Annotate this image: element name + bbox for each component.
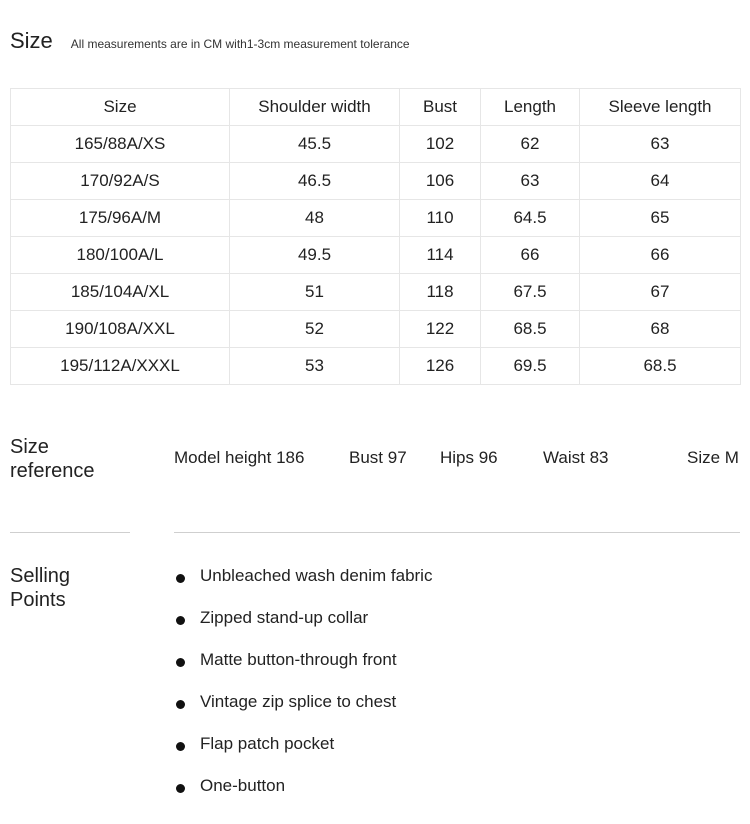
cell-size: 170/92A/S bbox=[11, 163, 230, 200]
cell-shoulder-width: 45.5 bbox=[230, 126, 400, 163]
selling-point-text: Flap patch pocket bbox=[200, 734, 335, 753]
table-row bbox=[11, 274, 741, 311]
selling-points-label-line2: Points bbox=[10, 589, 66, 611]
column-header-bust: Bust bbox=[400, 89, 481, 126]
cell-sleeve-length: 66 bbox=[580, 237, 741, 274]
cell-sleeve-length: 63 bbox=[580, 126, 741, 163]
cell-shoulder-width: 46.5 bbox=[230, 163, 400, 200]
cell-bust: 122 bbox=[400, 311, 481, 348]
cell-length: 63 bbox=[481, 163, 580, 200]
selling-points-label-line1: Selling bbox=[10, 565, 71, 587]
size-reference-label-line1: Size bbox=[10, 436, 49, 458]
table-row bbox=[11, 163, 741, 200]
cell-size: 195/112A/XXXL bbox=[11, 348, 230, 385]
bullet-icon bbox=[176, 784, 185, 793]
selling-points-list bbox=[174, 566, 432, 818]
selling-point-text: Unbleached wash denim fabric bbox=[200, 566, 433, 585]
selling-point-text: Zipped stand-up collar bbox=[200, 608, 369, 627]
section-divider-left bbox=[10, 532, 130, 533]
bullet-icon bbox=[176, 700, 185, 709]
cell-sleeve-length: 64 bbox=[580, 163, 741, 200]
table-row bbox=[11, 126, 741, 163]
cell-sleeve-length: 65 bbox=[580, 200, 741, 237]
cell-length: 68.5 bbox=[481, 311, 580, 348]
selling-points-label bbox=[10, 564, 70, 612]
list-item bbox=[174, 734, 432, 776]
list-item bbox=[174, 608, 432, 650]
cell-shoulder-width: 51 bbox=[230, 274, 400, 311]
cell-length: 64.5 bbox=[481, 200, 580, 237]
cell-length: 66 bbox=[481, 237, 580, 274]
cell-size: 185/104A/XL bbox=[11, 274, 230, 311]
bullet-icon bbox=[176, 658, 185, 667]
size-reference-label-line2: reference bbox=[10, 460, 95, 482]
bullet-icon bbox=[176, 574, 185, 583]
cell-size: 190/108A/XXL bbox=[11, 311, 230, 348]
cell-bust: 110 bbox=[400, 200, 481, 237]
section-divider-right bbox=[174, 532, 740, 533]
table-row bbox=[11, 348, 741, 385]
list-item bbox=[174, 650, 432, 692]
cell-bust: 114 bbox=[400, 237, 481, 274]
cell-length: 62 bbox=[481, 126, 580, 163]
table-row bbox=[11, 311, 741, 348]
cell-shoulder-width: 53 bbox=[230, 348, 400, 385]
size-header bbox=[10, 28, 410, 54]
list-item bbox=[174, 776, 432, 818]
table-header-row bbox=[11, 89, 741, 126]
cell-bust: 126 bbox=[400, 348, 481, 385]
list-item bbox=[174, 692, 432, 734]
cell-sleeve-length: 68 bbox=[580, 311, 741, 348]
column-header-sleeve-length: Sleeve length bbox=[580, 89, 741, 126]
table-row bbox=[11, 200, 741, 237]
list-item bbox=[174, 566, 432, 608]
cell-size: 180/100A/L bbox=[11, 237, 230, 274]
size-table bbox=[10, 88, 741, 385]
size-reference-label bbox=[10, 435, 95, 483]
page-title: Size bbox=[10, 28, 53, 53]
selling-point-text: One-button bbox=[200, 776, 286, 795]
cell-shoulder-width: 49.5 bbox=[230, 237, 400, 274]
cell-shoulder-width: 52 bbox=[230, 311, 400, 348]
model-size: Size M bbox=[687, 448, 739, 467]
bullet-icon bbox=[176, 616, 185, 625]
cell-size: 175/96A/M bbox=[11, 200, 230, 237]
table-row bbox=[11, 237, 741, 274]
model-waist: Waist 83 bbox=[543, 448, 609, 467]
cell-size: 165/88A/XS bbox=[11, 126, 230, 163]
bullet-icon bbox=[176, 742, 185, 751]
cell-bust: 102 bbox=[400, 126, 481, 163]
selling-point-text: Matte button-through front bbox=[200, 650, 397, 669]
cell-length: 69.5 bbox=[481, 348, 580, 385]
measurement-note: All measurements are in CM with1-3cm measurement tolerance bbox=[70, 37, 410, 51]
cell-length: 67.5 bbox=[481, 274, 580, 311]
cell-bust: 118 bbox=[400, 274, 481, 311]
selling-point-text: Vintage zip splice to chest bbox=[200, 692, 397, 711]
model-height: Model height 186 bbox=[174, 448, 305, 467]
model-bust: Bust 97 bbox=[349, 448, 407, 467]
column-header-length: Length bbox=[481, 89, 580, 126]
cell-sleeve-length: 67 bbox=[580, 274, 741, 311]
column-header-size: Size bbox=[11, 89, 230, 126]
cell-shoulder-width: 48 bbox=[230, 200, 400, 237]
column-header-shoulder-width: Shoulder width bbox=[230, 89, 400, 126]
model-hips: Hips 96 bbox=[440, 448, 498, 467]
cell-sleeve-length: 68.5 bbox=[580, 348, 741, 385]
cell-bust: 106 bbox=[400, 163, 481, 200]
